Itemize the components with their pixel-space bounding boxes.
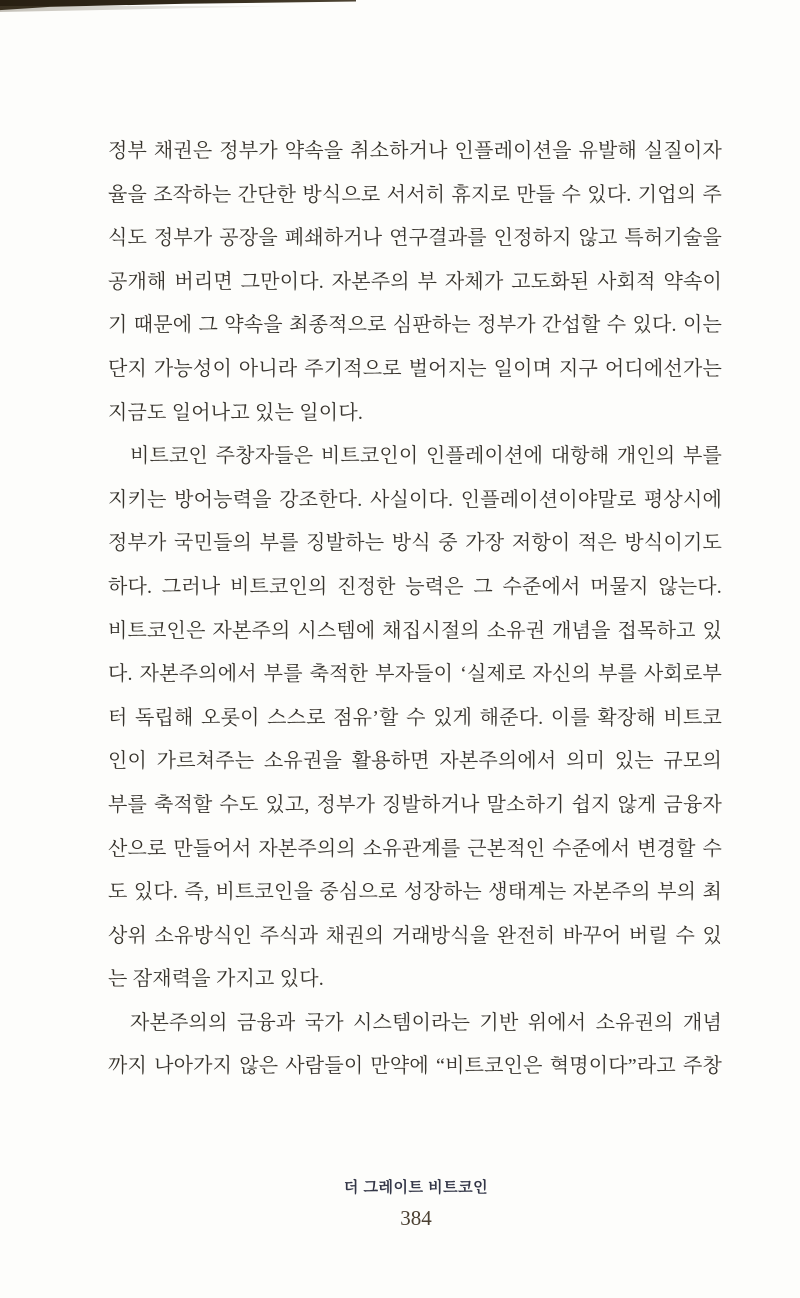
text-line: 정부 채권은 정부가 약속을 취소하거나 인플레이션을 유발해 실질이자 xyxy=(108,140,722,162)
text-line: 하다. 그러나 비트코인의 진정한 능력은 그 수준에서 머물지 않는다. xyxy=(108,575,722,598)
text-line: 산으로 만들어서 자본주의의 소유관계를 근본적인 수준에서 변경할 수 xyxy=(108,837,722,860)
page-footer xyxy=(108,1176,724,1231)
text-line: 공개해 버리면 그만이다. 자본주의 부 자체가 고도화된 사회적 약속이 xyxy=(108,270,722,293)
text-line: 정부가 국민들의 부를 징발하는 방식 중 가장 저항이 적은 방식이기도 xyxy=(108,532,722,555)
text-line: 기 때문에 그 약속을 최종적으로 심판하는 정부가 간섭할 수 있다. 이는 xyxy=(108,314,722,337)
text-line: 지금도 일어나고 있는 일이다. xyxy=(108,401,364,424)
text-line: 는 잠재력을 가지고 있다. xyxy=(108,968,324,991)
text-line: 비트코인 주창자들은 비트코인이 인플레이션에 대항해 개인의 부를 xyxy=(130,445,722,468)
text-line: 부를 축적할 수도 있고, 정부가 징발하거나 말소하기 쉽지 않게 금융자 xyxy=(108,793,722,816)
text-line: 식도 정부가 공장을 폐쇄하거나 연구결과를 인정하지 않고 특허기술을 xyxy=(108,227,722,250)
text-line: 비트코인은 자본주의 시스템에 채집시절의 소유권 개념을 접목하고 있 xyxy=(108,619,722,642)
text-line: 율을 조작하는 간단한 방식으로 서서히 휴지로 만들 수 있다. 기업의 주 xyxy=(108,183,722,206)
text-line: 인이 가르쳐주는 소유권을 활용하면 자본주의에서 의미 있는 규모의 xyxy=(108,750,722,773)
text-line: 터 독립해 오롯이 스스로 점유’할 수 있게 해준다. 이를 확장해 비트코 xyxy=(108,706,722,729)
scan-edge-shadow xyxy=(0,6,300,12)
page-number: 384 xyxy=(400,1206,432,1230)
text-line: 단지 가능성이 아니라 주기적으로 벌어지는 일이며 지구 어디에선가는 xyxy=(108,357,722,380)
text-line: 지키는 방어능력을 강조한다. 사실이다. 인플레이션이야말로 평상시에 xyxy=(108,488,722,511)
text-line: 까지 나아가지 않은 사람들이 만약에 “비트코인은 혁명이다”라고 주창 xyxy=(108,1055,722,1078)
text-line: 다. 자본주의에서 부를 축적한 부자들이 ‘실제로 자신의 부를 사회로부 xyxy=(108,663,722,686)
running-footer-book-title: 더 그레이트 비트코인 xyxy=(343,1179,489,1196)
text-line: 자본주의의 금융과 국가 시스템이라는 기반 위에서 소유권의 개념 xyxy=(130,1011,722,1034)
text-line: 상위 소유방식인 주식과 채권의 거래방식을 완전히 바꾸어 버릴 수 있 xyxy=(108,924,722,947)
body-text xyxy=(108,130,722,1089)
text-line: 도 있다. 즉, 비트코인을 중심으로 성장하는 생태계는 자본주의 부의 최 xyxy=(108,881,722,904)
